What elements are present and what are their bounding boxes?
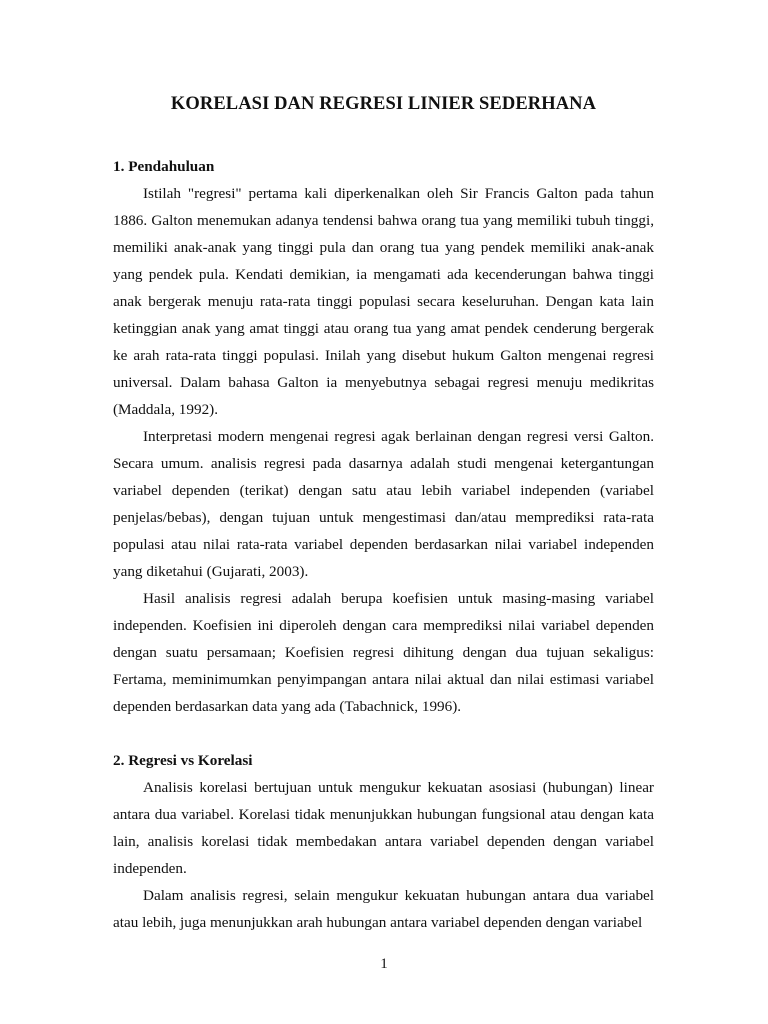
document-title: KORELASI DAN REGRESI LINIER SEDERHANA bbox=[170, 94, 597, 114]
paragraph: Analisis korelasi bertujuan untuk mengukur kekuatan asosiasi (hubungan) linear antara dua variabel. Korelasi tidak menunjukkan hubungan fungsional atau dengan kata lain, analisis korelasi tidak membedakan antara variabel dependen dengan variabel independen. bbox=[113, 779, 654, 877]
paragraph: Hasil analisis regresi adalah berupa koefisien untuk masing-masing variabel independen. Koefisien ini diperoleh dengan cara memprediksi nilai variabel dependen dengan suatu persamaan; Koefisien regresi dihitung dengan dua tujuan sekaligus: Fertama, meminimumkan penyimpangan antara nilai aktual dan nilai estimasi variabel dependen berdasarkan data yang ada (Tabachnick, 1996). bbox=[113, 590, 654, 715]
paragraph: Dalam analisis regresi, selain mengukur kekuatan hubungan antara dua variabel atau lebih, juga menunjukkan arah hubungan antara variabel dependen dengan variabel bbox=[113, 887, 654, 931]
paragraph: Istilah "regresi" pertama kali diperkenalkan oleh Sir Francis Galton pada tahun 1886. Galton menemukan adanya tendensi bahwa orang tua yang memiliki tubuh tinggi, memiliki anak-anak yang tinggi pula dan orang tua yang pendek memiliki anak-anak yang pendek pula. Kendati demikian, ia mengamati ada kecenderungan bahwa tinggi anak bergerak menuju rata-rata tinggi populasi secara keseluruhan. Dengan kata lain ketinggian anak yang amat tinggi atau orang tua yang amat pendek cenderung bergerak ke arah rata-rata tinggi populasi. Inilah yang disebut hukum Galton mengenai regresi universal. Dalam bahasa Galton ia menyebutnya sebagai regresi menuju medikritas (Maddala, 1992). bbox=[113, 185, 654, 418]
section-spacer bbox=[113, 720, 654, 747]
paragraph: Interpretasi modern mengenai regresi agak berlainan dengan regresi versi Galton. Secara umum. analisis regresi pada dasarnya adalah studi mengenai ketergantungan variabel dependen (terikat) dengan satu atau lebih variabel independen (variabel penjelas/bebas), dengan tujuan untuk mengestimasi dan/atau memprediksi rata-rata populasi atau nilai rata-rata variabel dependen berdasarkan nilai variabel independen yang diketahui (Gujarati, 2003). bbox=[113, 428, 654, 580]
page-number: 1 bbox=[380, 956, 388, 972]
section-heading: 1. Pendahuluan bbox=[113, 158, 215, 175]
section-pendahuluan bbox=[113, 153, 654, 720]
section-regresi-vs-korelasi bbox=[113, 747, 654, 936]
section-heading: 2. Regresi vs Korelasi bbox=[113, 752, 253, 769]
